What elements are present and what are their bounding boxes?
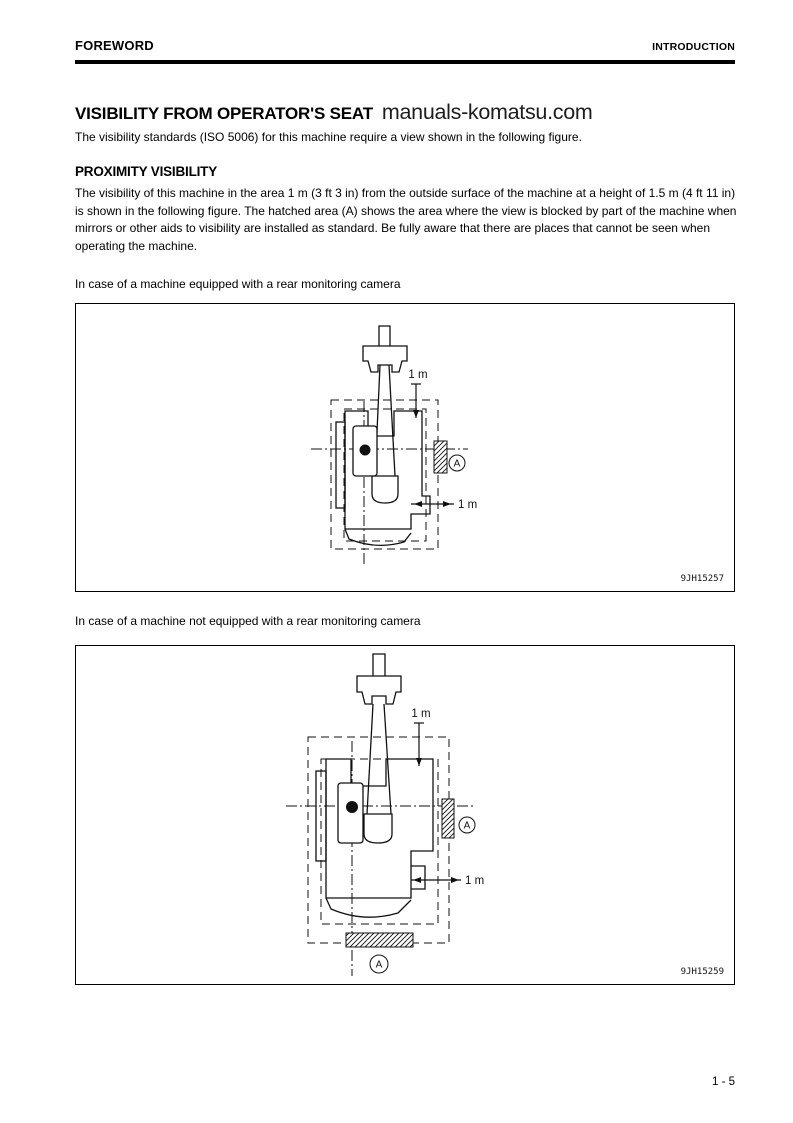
area-label-side xyxy=(449,455,465,471)
area-label-side xyxy=(459,817,475,833)
header-right: INTRODUCTION xyxy=(652,41,735,53)
right-step xyxy=(411,866,425,889)
page-title: VISIBILITY FROM OPERATOR'S SEAT xyxy=(75,104,373,123)
title-row xyxy=(75,100,755,125)
bucket xyxy=(357,676,401,704)
section-body: The visibility of this machine in the area 1 m (3 ft 3 in) from the outside surface of the machine at a height of 1.5 m (4 ft 11 in) is shown in the following figure. The hatched area (A) shows the area where the view is blocked by part of the machine when mirrors or other aids to visibility are installed as standard. Be fully aware that there are places that cannot be seen when operating the machine. xyxy=(75,186,737,253)
bucket xyxy=(363,346,407,372)
cab xyxy=(338,783,363,843)
blocked-area-rear xyxy=(346,933,413,947)
counterweight xyxy=(345,529,411,545)
dimension-top xyxy=(411,384,421,418)
boom-tip xyxy=(373,654,385,676)
dimension-side-label: 1 m xyxy=(458,499,478,511)
figure-2-caption: In case of a machine not equipped with a rear monitoring camera xyxy=(75,614,421,628)
area-label-side-text: A xyxy=(463,820,471,832)
operator-position-dot xyxy=(346,801,358,813)
blocked-area-side xyxy=(442,799,454,838)
boom-mount xyxy=(372,476,398,503)
page-number: 1 - 5 xyxy=(711,1076,735,1088)
dimension-top-label: 1 m xyxy=(411,708,431,720)
header-rule xyxy=(75,60,735,64)
section-heading: PROXIMITY VISIBILITY xyxy=(75,164,218,179)
boom-mount xyxy=(364,814,392,843)
header-left: FOREWORD xyxy=(75,38,154,53)
figure-code: 9JH15259 xyxy=(680,967,724,977)
dimension-side xyxy=(411,501,454,507)
boom-tip xyxy=(379,326,390,346)
intro-paragraph: The visibility standards (ISO 5006) for this machine require a view shown in the following figure. xyxy=(75,130,582,144)
counterweight xyxy=(326,898,411,917)
figure-1-diagram xyxy=(76,304,732,589)
machine-outline xyxy=(336,326,430,545)
dimension-side xyxy=(411,877,461,883)
operator-position-dot xyxy=(360,445,371,456)
dimension-side-label: 1 m xyxy=(465,875,485,887)
figure-1-box xyxy=(75,303,735,592)
machine-outline xyxy=(316,654,433,917)
area-label-rear xyxy=(370,955,388,973)
figure-1-caption: In case of a machine equipped with a rear monitoring camera xyxy=(75,277,401,291)
dimension-top-label: 1 m xyxy=(408,369,428,381)
blocked-area-side xyxy=(434,441,447,473)
area-label-rear-text: A xyxy=(375,959,383,971)
area-label-side-text: A xyxy=(453,458,461,470)
watermark-text: manuals-komatsu.com xyxy=(381,100,593,124)
visibility-boundary-dashed xyxy=(308,737,449,943)
figure-2-diagram xyxy=(76,646,732,982)
figure-2-box xyxy=(75,645,735,985)
figure-code: 9JH15257 xyxy=(680,574,724,584)
